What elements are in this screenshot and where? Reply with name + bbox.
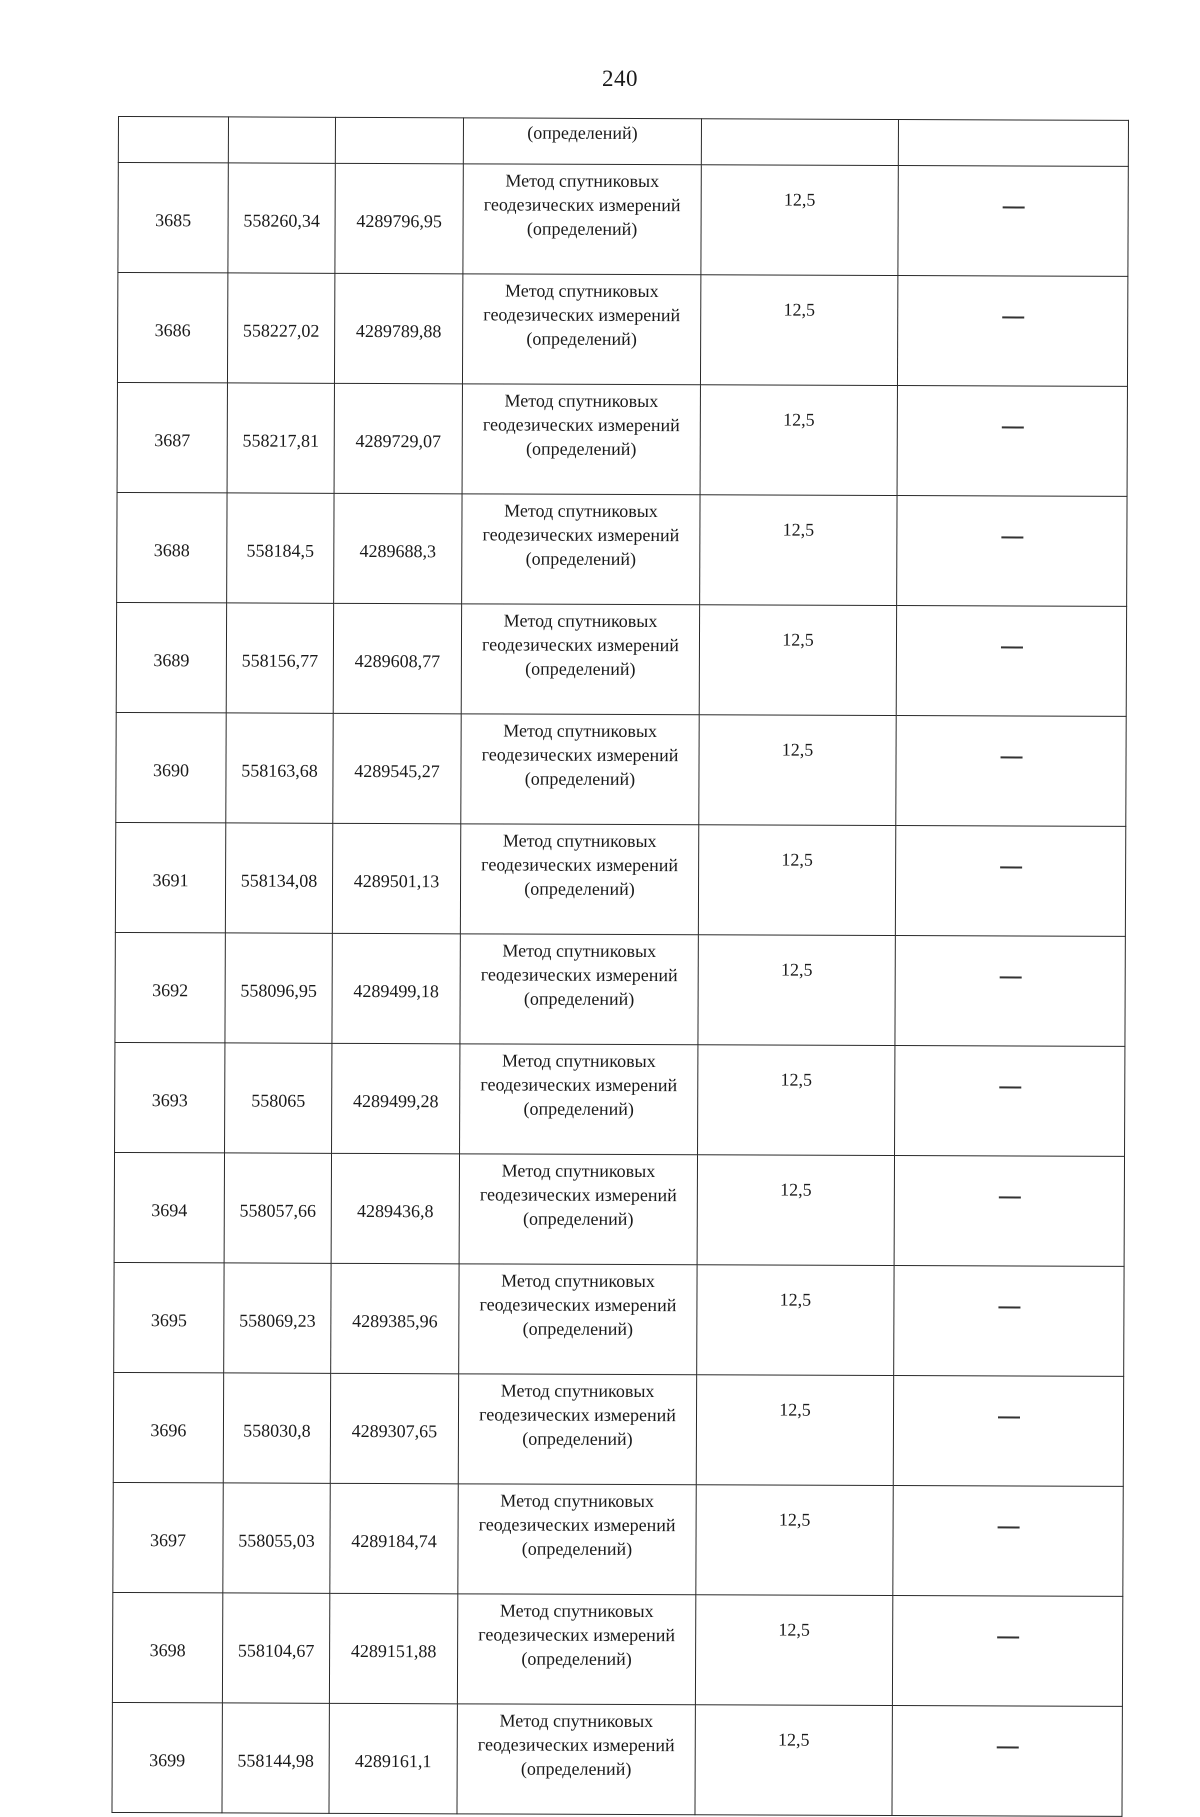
method-line: геодезических измерений [479,1294,677,1316]
cell-method [457,1594,695,1705]
method-line: Метод спутниковых [505,170,660,192]
cell-method [458,1484,696,1595]
cell-method [460,824,698,935]
method-line: геодезических измерений [483,194,681,216]
cell-note [892,1705,1122,1816]
continuation-row [118,117,1128,167]
cell-accuracy: 12,5 [701,165,898,276]
table-row [113,1372,1123,1486]
method-line: (определений) [525,438,637,459]
dash-mark [1001,427,1023,428]
method-line: (определений) [521,1538,633,1559]
table-body [112,117,1129,1817]
cell-method [461,714,699,825]
cell-point-id: 3693 [115,1042,225,1152]
table-row [116,602,1126,716]
method-line: геодезических измерений [478,1624,676,1646]
method-line: геодезических измерений [482,414,680,436]
cell-point-id: 3697 [113,1482,223,1592]
cell-point-id: 3699 [112,1702,222,1812]
dash-mark [998,1307,1020,1308]
cell-accuracy [701,119,898,166]
method-line: (определений) [522,1318,634,1339]
method-line: (определений) [523,988,635,1009]
dash-mark [997,1637,1019,1638]
method-line: (определений) [526,218,638,239]
method-line: Метод спутниковых [502,830,657,852]
cell-accuracy: 12,5 [695,1595,892,1706]
cell-accuracy: 12,5 [696,1375,893,1486]
cell-x: 558163,68 [226,713,333,823]
cell-y: 4289307,65 [330,1373,458,1483]
table-row [117,273,1127,387]
cell-accuracy: 12,5 [696,1485,893,1596]
coordinates-table [111,116,1129,1817]
cell-method [460,1044,698,1155]
method-line: Метод спутниковых [501,1160,656,1182]
cell-accuracy: 12,5 [699,715,896,826]
dash-mark [996,1747,1018,1748]
cell-note [898,165,1128,276]
method-line: геодезических измерений [482,524,680,546]
table-row [115,1042,1125,1156]
cell-x: 558134,08 [225,823,332,933]
cell-method [463,164,701,275]
dash-mark [1002,317,1024,318]
method-line: геодезических измерений [480,964,678,986]
cell-x: 558227,02 [227,273,334,383]
cell-x: 558096,95 [225,933,332,1043]
cell-point-id: 3685 [118,163,228,273]
cell-y: 4289796,95 [335,163,463,273]
cell-y [335,117,463,163]
cell-note [895,935,1125,1046]
method-line: геодезических измерений [479,1404,676,1426]
cell-y: 4289436,8 [331,1153,459,1263]
cell-method [459,1154,697,1265]
table-row [115,932,1125,1046]
cell-note [894,1265,1124,1376]
cell-point-id: 3696 [113,1372,223,1482]
cell-x: 558217,81 [227,383,334,493]
cell-y: 4289184,74 [330,1483,458,1593]
method-line: (определений) [525,548,637,569]
cell-y: 4289545,27 [333,713,461,823]
method-line: геодезических измерений [480,1074,678,1096]
cell-note [898,119,1128,166]
method-line: Метод спутниковых [500,1490,655,1512]
cell-point-id: 3686 [117,273,227,383]
method-line: Метод спутниковых [501,1270,655,1292]
cell-note [897,495,1127,606]
cell-y: 4289161,1 [329,1703,457,1813]
cell-note [892,1595,1122,1706]
cell-note [895,825,1125,936]
method-line: Метод спутниковых [500,1380,655,1402]
cell-x: 558030,8 [223,1373,330,1483]
cell-accuracy: 12,5 [698,1045,895,1156]
cell-point-id: 3687 [117,382,227,492]
method-line: (определений) [524,878,635,899]
cell-point-id: 3698 [112,1592,222,1702]
method-line: (определений) [523,1208,634,1229]
cell-point-id: 3694 [114,1152,224,1262]
dash-mark [998,1197,1020,1198]
table-row [116,712,1126,826]
cell-y: 4289501,13 [332,823,460,933]
cell-accuracy: 12,5 [695,1705,892,1816]
cell-accuracy: 12,5 [697,1265,894,1376]
method-line: (определений) [522,1428,633,1449]
method-line: геодезических измерений [479,1184,677,1206]
method-line: (определений) [525,658,636,679]
method-line: Метод спутниковых [503,720,658,742]
method-line: геодезических измерений [477,1734,675,1756]
cell-x: 558156,77 [226,603,333,713]
dash-mark [1000,867,1022,868]
cell-method [461,604,699,715]
table-row [114,1152,1124,1266]
table-row [117,492,1127,606]
cell-x: 558065 [225,1043,332,1153]
cell-point-id: 3692 [115,932,225,1042]
cell-y: 4289729,07 [334,383,462,493]
method-line: Метод спутниковых [499,1710,654,1732]
table-row [113,1482,1123,1596]
cell-x: 558069,23 [224,1263,331,1373]
cell-method [462,384,700,495]
method-line: Метод спутниковых [501,1050,656,1072]
method-line: геодезических измерений [478,1514,676,1536]
method-line: геодезических измерений [482,634,679,656]
cell-method [462,274,700,385]
method-line: (определений) [521,1648,632,1669]
method-line: Метод спутниковых [502,940,657,962]
method-line: геодезических измерений [481,744,679,766]
table-row [112,1702,1122,1816]
cell-x: 558057,66 [224,1153,331,1263]
cell-note [895,1045,1125,1156]
cell-y: 4289499,28 [332,1043,460,1153]
cell-point-id: 3689 [116,602,226,712]
dash-mark [1002,207,1024,208]
cell-x: 558104,67 [222,1593,329,1703]
method-line: Метод спутниковых [499,1600,654,1622]
cell-accuracy: 12,5 [700,495,897,606]
dash-mark [999,1087,1021,1088]
coordinates-table-wrapper [111,116,1128,1817]
cell-point-id: 3688 [117,492,227,602]
method-line: (определений) [523,1098,634,1119]
cell-accuracy: 12,5 [699,605,896,716]
cell-x: 558144,98 [222,1703,329,1813]
cell-point-id: 3691 [115,822,225,932]
cell-y: 4289688,3 [334,493,462,603]
cell-note [897,275,1127,386]
cell-x: 558184,5 [227,493,334,603]
cell-y: 4289499,18 [332,933,460,1043]
cell-accuracy: 12,5 [698,935,895,1046]
cell-note [897,385,1127,496]
cell-y: 4289608,77 [333,603,461,713]
cell-method [460,934,698,1045]
cell-point-id: 3690 [116,712,226,822]
method-line: Метод спутниковых [504,500,658,522]
cell-y: 4289151,88 [329,1593,457,1703]
method-line: (определений) [520,1758,632,1779]
cell-note [893,1485,1123,1596]
method-line: (определений) [524,768,636,789]
table-row [117,382,1127,496]
cell-point-id: 3695 [114,1262,224,1372]
method-line: Метод спутниковых [504,280,659,302]
dash-mark [999,977,1021,978]
cell-method [458,1374,696,1485]
table-row [112,1592,1122,1706]
cell-accuracy: 12,5 [697,1155,894,1266]
cell-method: (определений) [463,118,701,165]
page-number: 240 [602,66,638,91]
dash-mark [1001,537,1023,538]
cell-x [228,117,335,163]
cell-y: 4289385,96 [331,1263,459,1373]
cell-method [459,1264,697,1375]
cell-accuracy: 12,5 [698,825,895,936]
dash-mark [1000,757,1022,758]
cell-note [896,605,1126,716]
table-row [114,1262,1124,1376]
cell-note [894,1155,1124,1266]
cell-accuracy: 12,5 [700,275,897,386]
cell-method [457,1704,695,1815]
method-line: геодезических измерений [481,854,679,876]
table-row [118,163,1128,277]
dash-mark [998,1417,1020,1418]
cell-x: 558260,34 [228,163,335,273]
cell-x: 558055,03 [223,1483,330,1593]
method-line: геодезических измерений [483,304,681,326]
method-line: (определений) [526,328,637,349]
cell-note [893,1375,1123,1486]
method-line: Метод спутниковых [503,610,658,632]
method-line: Метод спутниковых [504,390,659,412]
table-row [115,822,1125,936]
cell-accuracy: 12,5 [700,385,897,496]
cell-note [896,715,1126,826]
cell-method [462,494,700,605]
cell-y: 4289789,88 [334,273,462,383]
dash-mark [997,1527,1019,1528]
cell-point-id [118,117,228,163]
dash-mark [1000,647,1022,648]
